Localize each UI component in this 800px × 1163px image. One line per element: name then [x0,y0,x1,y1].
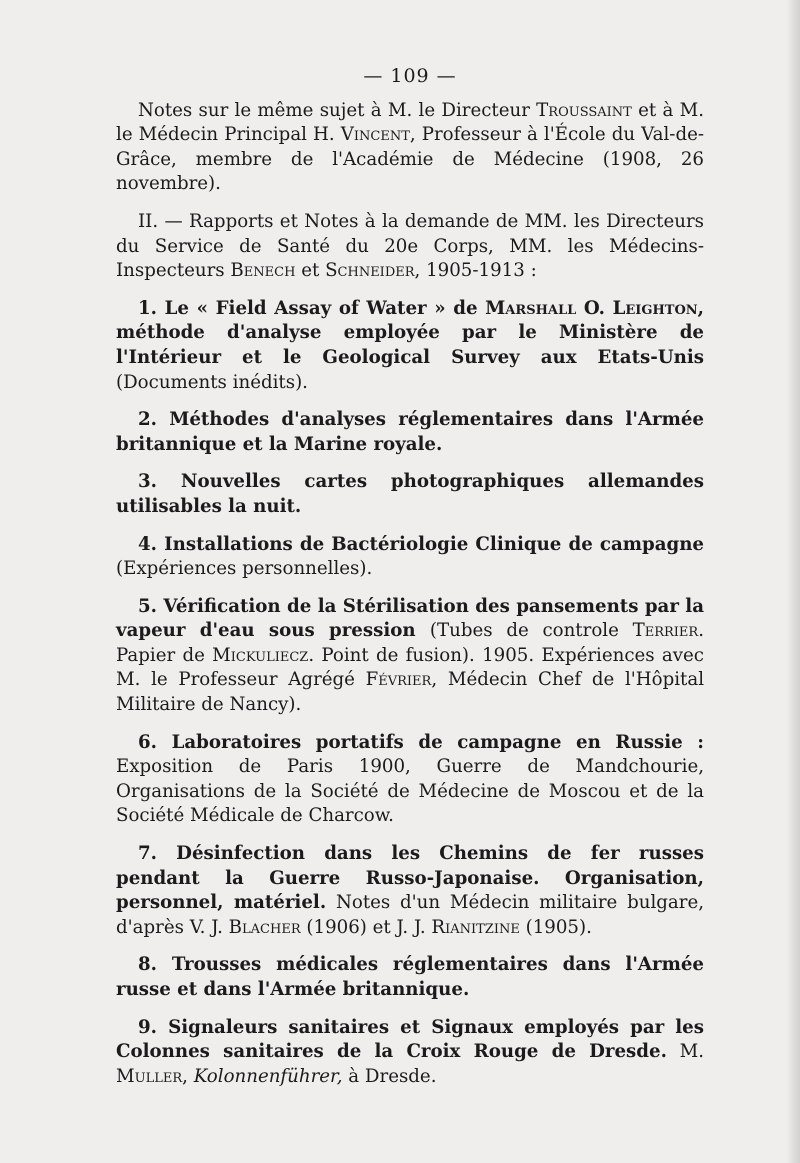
list-item-3 [116,470,704,519]
item-number: 1. [138,297,157,319]
item-title: Nouvelles cartes photographiques allemandes utilisables la nuit. [116,471,704,517]
person-name: Mickuliecz [212,644,309,666]
page-text [116,64,704,1102]
person-name: Leighton [612,297,698,319]
item-note: (1905). [519,916,592,938]
item-title: Méthodes d'analyses réglementaires dans l'Armée britannique et la Marine royale. [116,409,704,455]
item-title: O. [576,297,613,319]
item-note: à Dresde. [342,1065,437,1087]
item-note: . Papier de [116,620,704,666]
item-note: (1906) et J. J. [300,916,432,938]
list-item-5 [116,595,704,718]
person-name: Marshall [485,297,577,319]
item-note: , [182,1065,194,1087]
item-title: Laboratoires portatifs de campagne en Russie : [157,731,704,753]
item-title: Signaleurs sanitaires et Signaux employés par les Colonnes sanitaires de la Croix Rouge de Dresde. [116,1016,704,1063]
item-note: (Tubes de controle [429,620,633,642]
person-name: Terrier [632,620,699,642]
page-edge-shadow [786,0,800,1163]
item-note: M. [666,1041,704,1063]
text-run: , Professeur à l'École du Val-de-Grâce, membre de l'Académie de Médecine (1908, 26 novembre). [116,124,704,195]
item-note: (Expériences personnelles). [116,558,373,580]
list-item-9 [116,1016,704,1090]
list-item-7 [116,842,704,940]
item-title: Désinfection dans les Chemins de fer russes pendant la Guerre Russo-Japonaise. Organisation, personnel, matériel. [116,843,704,914]
person-name: Rianitzine [431,916,520,938]
item-number: 8. [138,954,157,976]
item-number: 6. [138,731,157,753]
text-run: et à M. le Médecin Principal H. [116,99,704,146]
item-number: 3. [138,471,157,493]
item-note: Exposition de Paris 1900, Guerre de Mandchourie, Organisations de la Société de Médecine de Moscou et de la Société Médicale de Charcow. [116,756,704,827]
item-title: , méthode d'analyse employée par le Ministère de l'Intérieur et le Geological Survey aux Etats-Unis [116,297,704,368]
item-note: , Médecin Chef de l'Hôpital Militaire de Nancy). [116,669,705,716]
list-item-8 [116,953,704,1002]
section-ii-heading [116,210,704,284]
item-note: Notes d'un Médecin militaire bulgare, d'après V. J. [116,892,704,938]
item-title: Installations de Bactériologie Clinique de campagne [157,533,704,555]
notes-intro-paragraph [116,99,704,197]
person-name: Février [365,669,432,691]
item-number: 9. [138,1016,157,1038]
item-title: Trousses médicales réglementaires dans l'Armée russe et dans l'Armée britannique. [116,954,704,1000]
person-name: Muller [116,1065,183,1087]
item-number: 4. [138,533,157,555]
item-note-italic: Kolonnenführer, [193,1065,343,1087]
text-run: et [295,260,326,282]
person-name: Benech [230,260,296,282]
text-run: Notes sur le même sujet à M. le Directeur [138,99,537,121]
page-number: — 109 — [363,65,457,87]
text-run: , 1905-1913 : [414,260,537,282]
list-item-6 [116,731,704,829]
person-name: Blacher [228,916,301,938]
list-item-2 [116,408,704,457]
item-number: 2. [138,409,157,431]
item-note: . Point de fusion). 1905. Expériences avec M. le Professeur Agrégé [116,644,704,691]
item-number: 7. [138,843,157,865]
person-name: Vincent [340,124,410,146]
item-note: (Documents inédits). [116,371,308,393]
list-item-4 [116,533,704,582]
person-name: Troussaint [536,99,632,121]
text-run: II. — Rapports et Notes à la demande de MM. les Directeurs du Service de Santé du 20e Corps, MM. les Médecins-Inspecteurs [116,210,704,282]
item-number: 5. [138,595,157,617]
item-title: Le « Field Assay of Water » de [157,297,486,319]
list-item-1 [116,297,704,395]
person-name: Schneider [325,260,415,282]
item-title: Vérification de la Stérilisation des pansements par la vapeur d'eau sous pression [116,595,704,642]
